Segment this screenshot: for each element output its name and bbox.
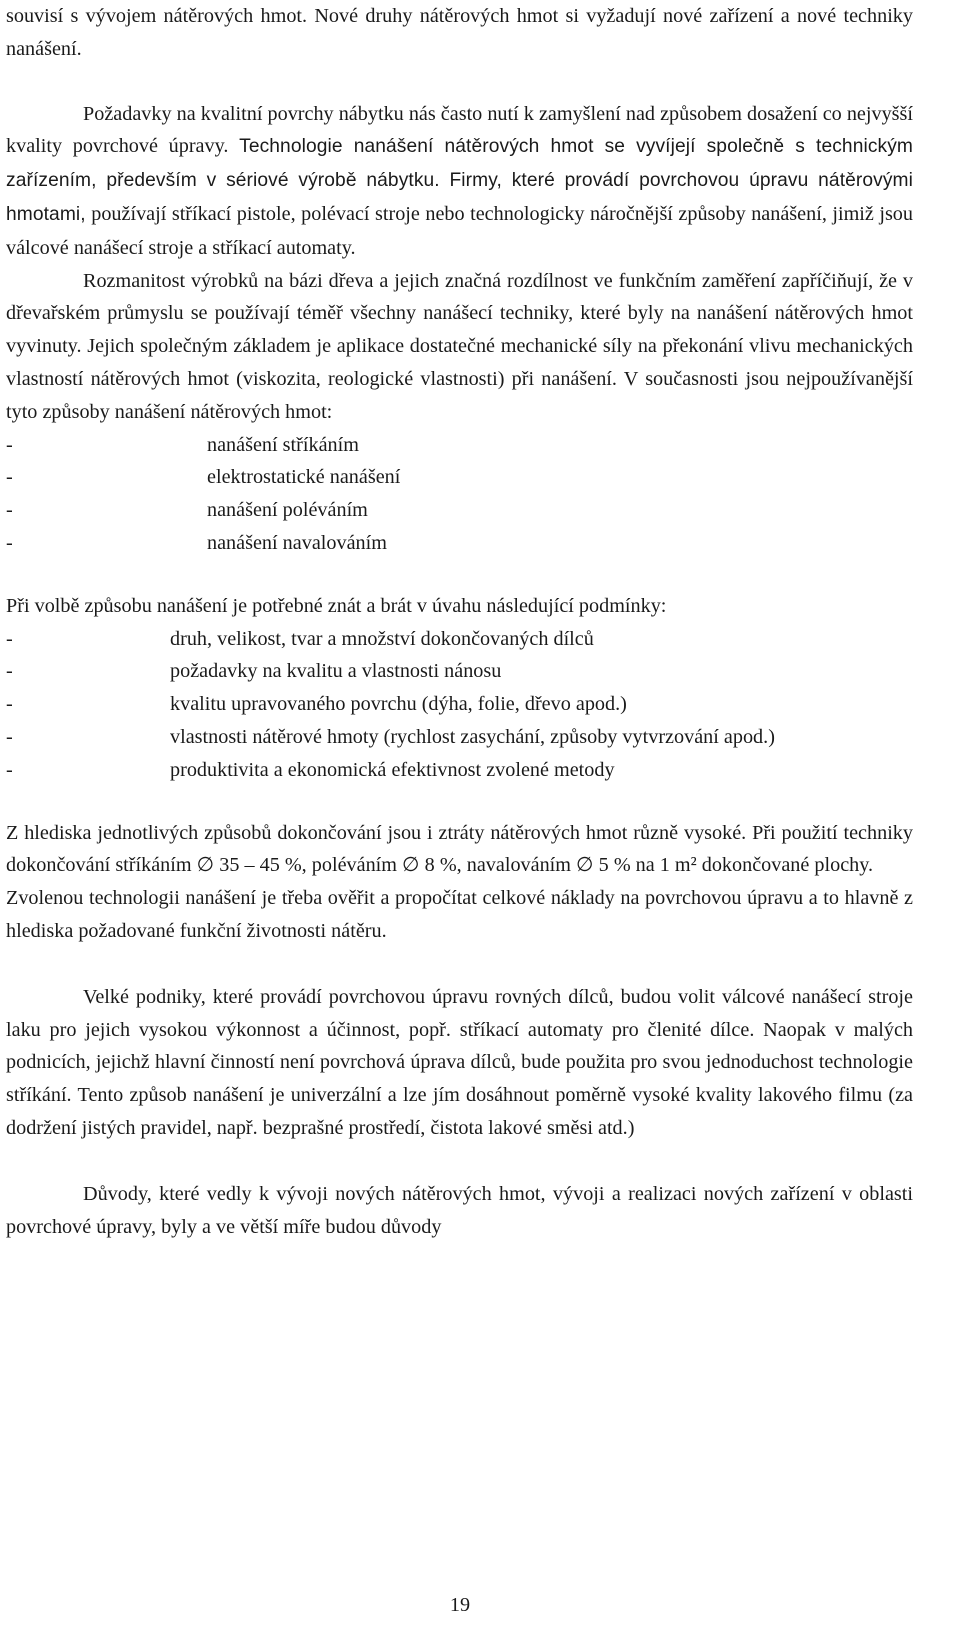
paragraph-requirements-tail: používají stříkací pistole, polévací stroje nebo technologicky náročnější způsoby nanášení, jimiž jsou válcové nanášecí stroje a stříkací automaty. xyxy=(6,202,913,259)
dash-bullet: - xyxy=(6,531,13,554)
dash-bullet: - xyxy=(6,499,13,522)
conditions-list xyxy=(6,623,913,787)
list-item-text: kvalitu upravovaného povrchu (dýha, folie, dřevo apod.) xyxy=(170,693,627,716)
dash-bullet: - xyxy=(6,433,13,456)
paragraph-conditions-intro: Při volbě způsobu nanášení je potřebné znát a brát v úvahu následující podmínky: xyxy=(6,594,667,617)
list-item-text: požadavky na kvalitu a vlastnosti nánosu xyxy=(170,660,502,683)
dash-bullet: - xyxy=(6,693,13,716)
dash-bullet: - xyxy=(6,725,13,748)
dash-bullet: - xyxy=(6,758,13,781)
list-item-text: produktivita a ekonomická efektivnost zvolené metody xyxy=(170,758,615,781)
list-item-text: elektrostatické nanášení xyxy=(207,466,401,489)
methods-list xyxy=(6,429,913,560)
list-item xyxy=(6,494,913,527)
paragraph-companies: Velké podniky, které provádí povrchovou úpravu rovných dílců, budou volit válcové nanášecí stroje laku pro jejich vysokou výkonnost a účinnost, popř. stříkací automaty pro členité dílce. Naopak v malých podnicích, jejichž hlavní činností není povrchová úprava dílců, bude použita pro svou jednoduchost technologie stříkání. Tento způsob nanášení je univerzální a lze jím dosáhnout poměrně vysoké kvality lakového filmu (za dodržení jistých pravidel, např. bezprašné prostředí, čistota lakové směsi atd.) xyxy=(6,985,913,1139)
list-item xyxy=(6,688,913,721)
list-item xyxy=(6,721,913,754)
document-page xyxy=(6,0,913,1243)
page-number: 19 xyxy=(449,1594,471,1616)
paragraph-losses: Z hlediska jednotlivých způsobů dokončování jsou i ztráty nátěrových hmot různě vysoké. Při použití techniky dokončování stříkáním ∅ 35 – 45 %, poléváním ∅ 8 %, navalováním ∅ 5 % na 1 m² dokončované plochy. xyxy=(6,821,913,877)
list-item-text: druh, velikost, tvar a množství dokončovaných dílců xyxy=(170,627,594,650)
dash-bullet: - xyxy=(6,627,13,650)
paragraph-reasons: Důvody, které vedly k vývoji nových nátěrových hmot, vývoji a realizaci nových zařízení v oblasti povrchové úpravy, byly a ve větší míře budou důvody xyxy=(6,1182,913,1238)
list-item xyxy=(6,623,913,656)
list-item-text: nanášení poléváním xyxy=(207,499,368,522)
paragraph-requirements-sans: Technologie nanášení nátěrových hmot se vyvíjejí společně s technickým zařízením, především v sériové výrobě nábytku. Firmy, které provádí povrchovou úpravu nátěrovými hmotami, xyxy=(6,136,913,225)
list-item xyxy=(6,429,913,462)
list-item-text: nanášení stříkáním xyxy=(207,433,359,456)
list-item-text: vlastnosti nátěrové hmoty (rychlost zasychání, způsoby vytvrzování apod.) xyxy=(170,725,775,748)
paragraph-technology-choice: Zvolenou technologii nanášení je třeba ověřit a propočítat celkové náklady na povrchovou úpravu a to hlavně z hlediska požadované funkční životnosti nátěru. xyxy=(6,887,913,942)
dash-bullet: - xyxy=(6,660,13,683)
list-item xyxy=(6,461,913,494)
paragraph-requirements xyxy=(6,98,913,265)
list-item xyxy=(6,655,913,688)
list-item xyxy=(6,527,913,560)
dash-bullet: - xyxy=(6,466,13,489)
list-item-text: nanášení navalováním xyxy=(207,531,387,554)
paragraph-diversity: Rozmanitost výrobků na bázi dřeva a jejich značná rozdílnost ve funkčním zaměření zapříčiňují, že v dřevařském průmyslu se používají téměř všechny nanášecí techniky, které byly na nanášení nátěrových hmot vyvinuty. Jejich společným základem je aplikace dostatečné mechanické síly na překonání vlivu mechanických vlastností nátěrových hmot (viskozita, reologické vlastnosti) při nanášení. V současnosti jsou nejpoužívanější tyto způsoby nanášení nátěrových hmot: xyxy=(6,269,913,423)
list-item xyxy=(6,754,913,787)
paragraph-requirements-serif: Požadavky na kvalitní povrchy nábytku nás často nutí k zamyšlení nad způsobem dosažení co nejvyšší kvality povrchové úpravy. xyxy=(6,102,913,158)
paragraph-intro: souvisí s vývojem nátěrových hmot. Nové druhy nátěrových hmot si vyžadují nové zařízení a nové techniky nanášení. xyxy=(6,5,913,60)
